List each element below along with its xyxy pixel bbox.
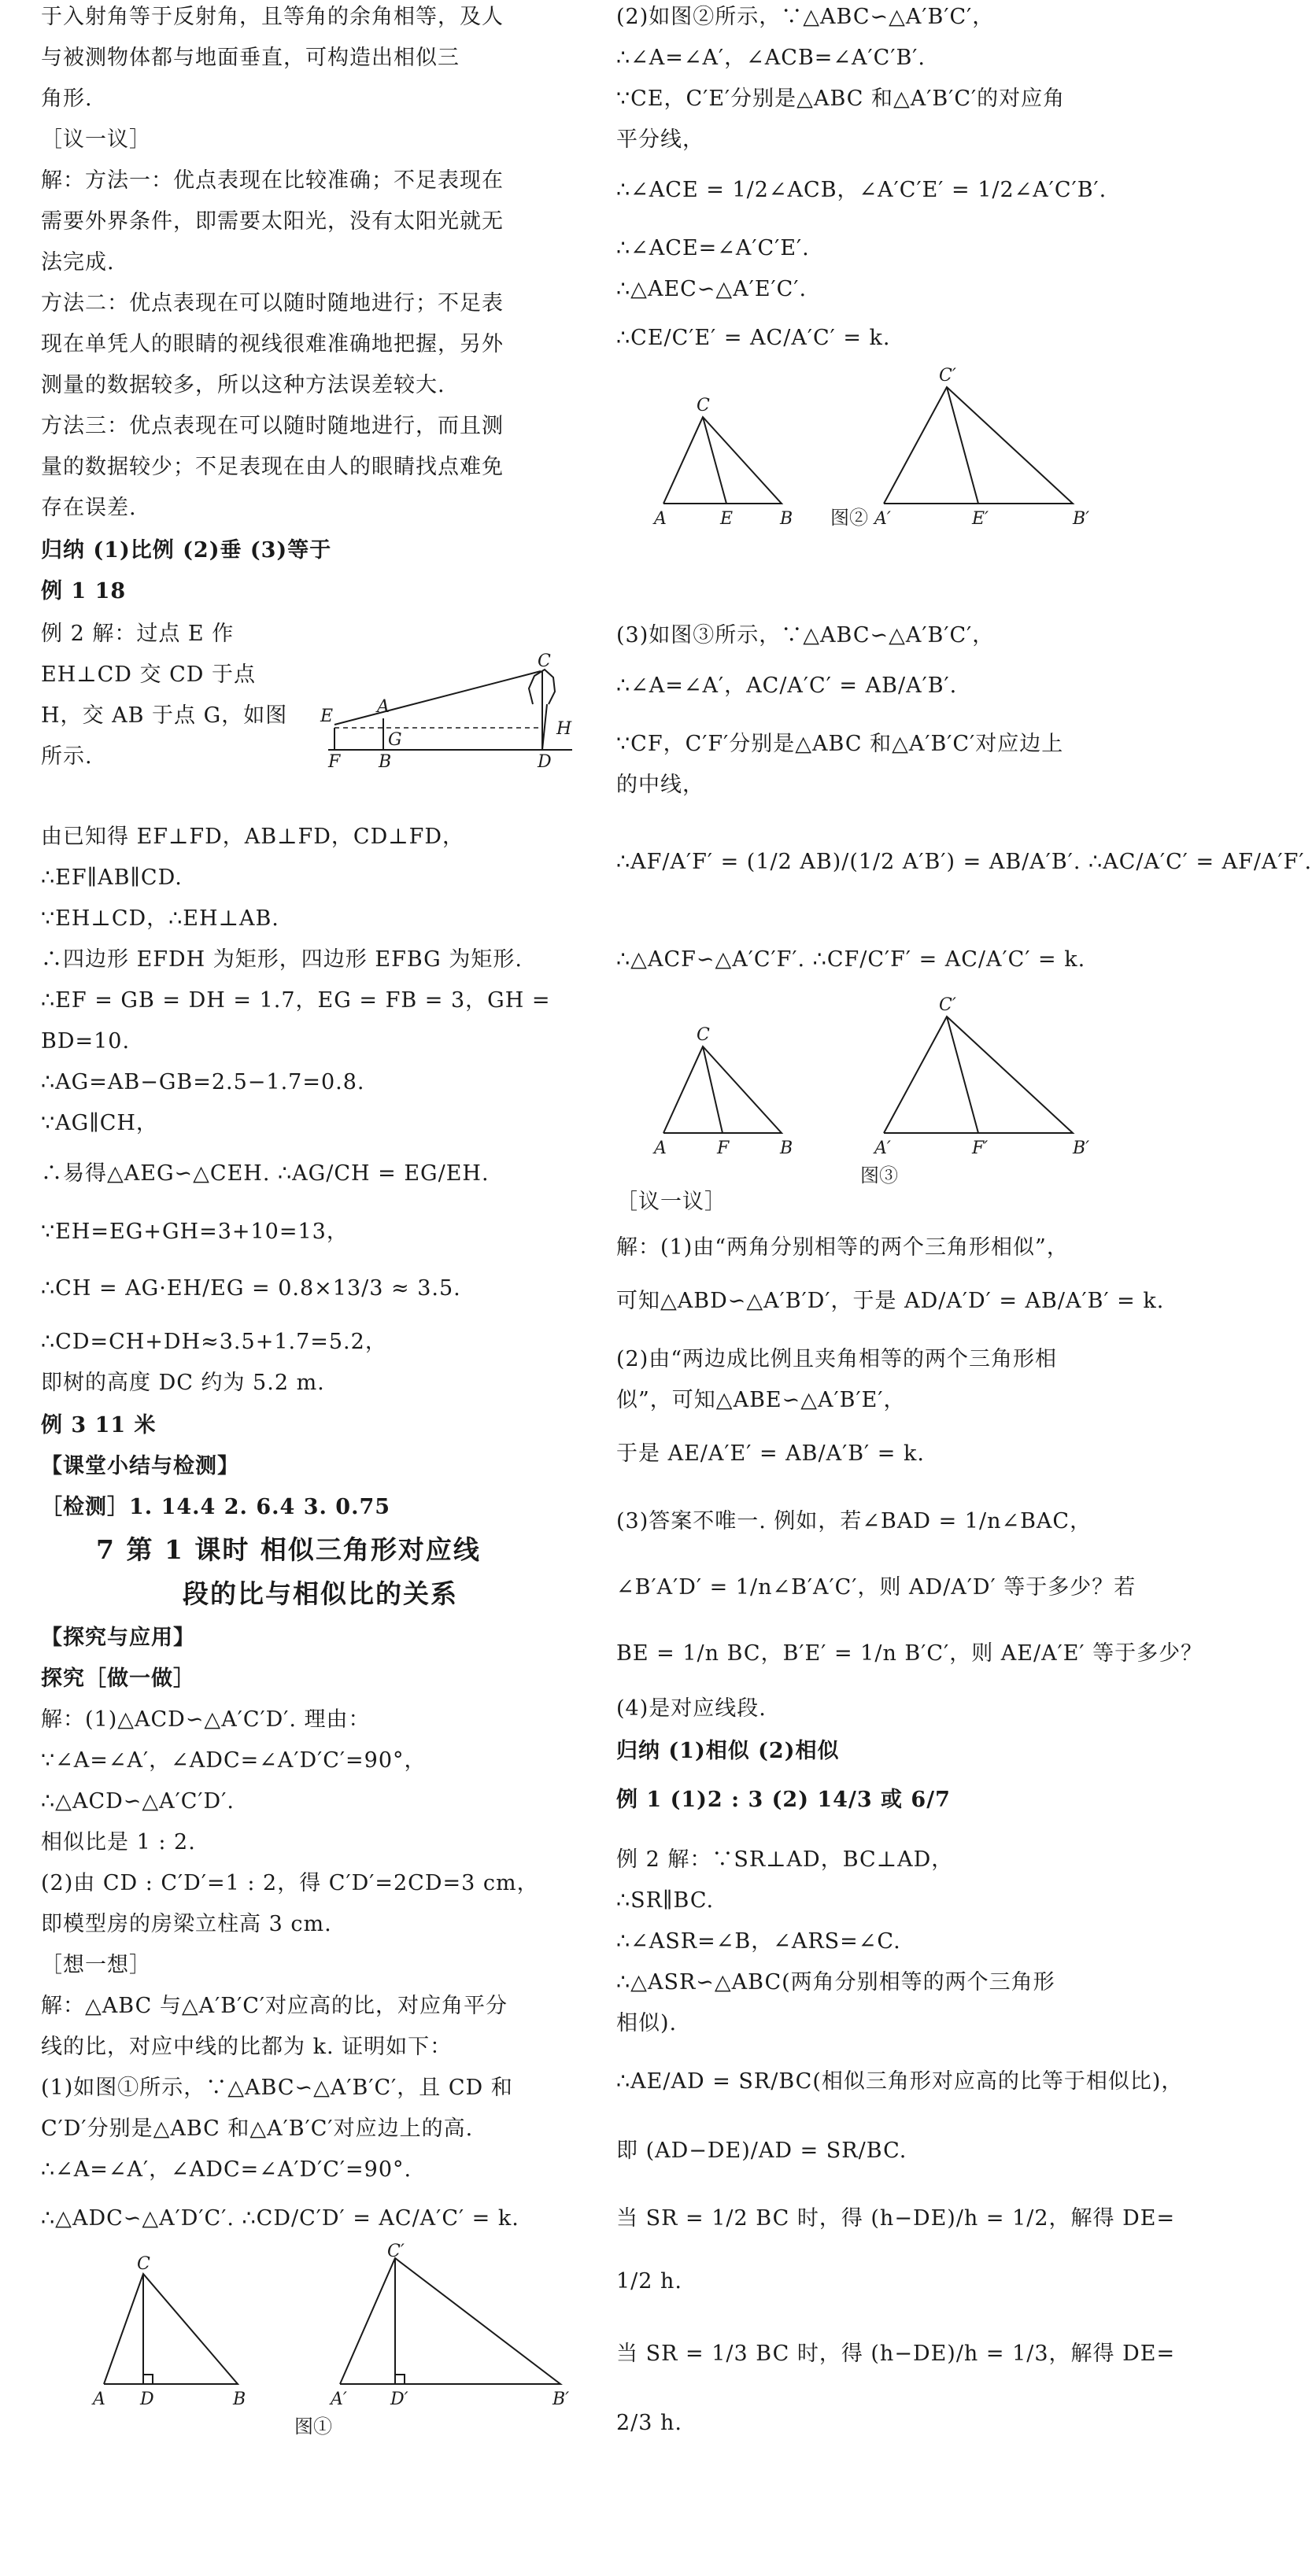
- label-d: D: [140, 2390, 154, 2409]
- label-a-prime: A′: [874, 1139, 891, 1158]
- section-heading: 【课堂小结与检测】: [41, 1454, 239, 1478]
- text-line: (4)是对应线段.: [616, 1696, 767, 1721]
- label-h: H: [556, 719, 572, 739]
- text-line: 似”，可知△ABE∽△A′B′E′，: [616, 1388, 906, 1412]
- text-line: 相似).: [616, 2011, 678, 2035]
- figure-caption: 图①: [294, 2415, 332, 2438]
- text-line: ∴∠A=∠A′，∠ADC=∠A′D′C′=90°.: [41, 2157, 412, 2182]
- text-line: 量的数据较少；不足表现在由人的眼睛找点难免: [41, 455, 504, 479]
- text-line: C′D′分别是△ABC 和△A′B′C′对应边上的高.: [41, 2117, 474, 2141]
- figure-caption: 图③: [860, 1164, 898, 1187]
- text-line: ∴△ASR∽△ABC(两角分别相等的两个三角形: [616, 1970, 1055, 1995]
- text-line: 方法二：优点表现在可以随时随地进行；不足表: [41, 291, 504, 316]
- text-line: ∴△AEC∽△A′E′C′.: [616, 277, 808, 301]
- formula-line: ∴△ADC∽△A′D′C′. ∴CD/C′D′ = AC/A′C′ = k.: [41, 2206, 519, 2231]
- text-line: 存在误差.: [41, 496, 137, 520]
- text-line: (3)如图③所示，∵△ABC∽△A′B′C′，: [616, 623, 995, 648]
- text-line: 由已知得 EF⊥FD，AB⊥FD，CD⊥FD，: [41, 825, 464, 849]
- text-line: 角形.: [41, 87, 93, 111]
- formula-line: ∴AE/AD = SR/BC(相似三角形对应高的比等于相似比)，: [616, 2069, 1184, 2094]
- text-line: 需要外界条件，即需要太阳光，没有太阳光就无: [41, 209, 504, 234]
- text-line: 于入射角等于反射角，且等角的余角相等，及人: [41, 5, 504, 29]
- summary-line: 归纳 (1)比例 (2)垂 (3)等于: [41, 538, 332, 563]
- lesson-title: 7 第 1 课时 相似三角形对应线: [96, 1534, 481, 1565]
- text-line: H，交 AB 于点 G，如图: [41, 703, 288, 728]
- text-line: 解：(1)由“两角分别相等的两个三角形相似”，: [616, 1235, 1069, 1260]
- label-a: A: [654, 1139, 667, 1158]
- text-line: 线的比，对应中线的比都为 k. 证明如下：: [41, 2035, 453, 2059]
- formula-line: 于是 AE/A′E′ = AB/A′B′ = k.: [616, 1441, 925, 1466]
- label-f: F: [717, 1139, 730, 1158]
- formula-line: ∴CH = AG·EH/EG = 0.8×13/3 ≈ 3.5.: [41, 1276, 461, 1301]
- label-c-prime: C′: [939, 366, 956, 386]
- label-b-prime: B′: [1073, 1139, 1090, 1158]
- label-b: B: [780, 509, 793, 529]
- text-line: 的中线，: [616, 773, 704, 797]
- text-line: ∴EF = GB = DH = 1.7，EG = FB = 3，GH =: [41, 988, 551, 1013]
- figure-1: [88, 2242, 570, 2439]
- section-heading: ［议一议］: [41, 127, 151, 152]
- example-heading: 例 1 (1)2 : 3 (2) 14/3 或 6/7: [616, 1788, 951, 1812]
- example-heading: 例 3 11 米: [41, 1413, 157, 1437]
- text-line: 相似比是 1 : 2.: [41, 1830, 196, 1854]
- label-e-prime: E′: [972, 509, 989, 529]
- formula-line: BE = 1/n BC，B′E′ = 1/n B′C′，则 AE/A′E′ 等于多少？: [616, 1641, 1203, 1666]
- formula-line: ∠B′A′D′ = 1/n∠B′A′C′，则 AD/A′D′ 等于多少？若: [616, 1575, 1136, 1600]
- text-line: (2)由“两边成比例且夹角相等的两个三角形相: [616, 1347, 1058, 1371]
- label-b: B: [379, 752, 392, 772]
- formula-line: 当 SR = 1/3 BC 时，得 (h−DE)/h = 1/3，解得 DE=: [616, 2342, 1176, 2366]
- label-g: G: [388, 730, 402, 750]
- text-line: ∴四边形 EFDH 为矩形，四边形 EFBG 为矩形.: [41, 947, 523, 972]
- text-line: ∴∠A=∠A′，∠ACB=∠A′C′B′.: [616, 46, 926, 70]
- figure-caption: 图②: [830, 507, 868, 529]
- formula-line: ∴易得△AEG∽△CEH. ∴AG/CH = EG/EH.: [41, 1161, 490, 1186]
- figure-3: [648, 995, 1136, 1188]
- text-line: ∵AG∥CH，: [41, 1111, 158, 1135]
- label-d-prime: D′: [390, 2390, 408, 2409]
- formula-line: ∴△ACF∽△A′C′F′. ∴CF/C′F′ = AC/A′C′ = k.: [616, 947, 1086, 972]
- example-heading: 例 1 18: [41, 579, 127, 603]
- text-line: 解：△ABC 与△A′B′C′对应高的比，对应角平分: [41, 1994, 508, 2018]
- lesson-subtitle: 段的比与相似比的关系: [183, 1578, 458, 1609]
- label-d: D: [538, 752, 552, 772]
- text-line: (2)如图②所示，∵△ABC∽△A′B′C′，: [616, 5, 995, 29]
- label-a: A: [654, 509, 667, 529]
- label-b: B: [233, 2390, 246, 2409]
- text-line: (1)如图①所示，∵△ABC∽△A′B′C′，且 CD 和: [41, 2076, 513, 2100]
- text-line: ∵CE，C′E′分别是△ABC 和△A′B′C′的对应角: [616, 87, 1066, 111]
- label-b: B: [780, 1139, 793, 1158]
- text-line: 平分线，: [616, 127, 704, 152]
- label-b-prime: B′: [553, 2390, 570, 2409]
- text-line: EH⊥CD 交 CD 于点: [41, 662, 257, 687]
- text-line: 例 2 解：∵SR⊥AD，BC⊥AD，: [616, 1847, 954, 1872]
- text-line: 与被测物体都与地面垂直，可构造出相似三: [41, 46, 460, 70]
- text-line: ∴CD=CH+DH≈3.5+1.7=5.2，: [41, 1330, 387, 1354]
- label-c-prime: C′: [387, 2242, 405, 2261]
- label-b-prime: B′: [1073, 509, 1090, 529]
- text-line: (2)由 CD : C′D′=1 : 2，得 C′D′=2CD=3 cm，: [41, 1871, 539, 1895]
- text-line: 现在单凭人的眼睛的视线很难准确地把握，另外: [41, 332, 504, 356]
- label-f-prime: F′: [972, 1139, 989, 1158]
- label-c: C: [697, 1025, 710, 1045]
- text-line: ∵EH=EG+GH=3+10=13，: [41, 1220, 349, 1244]
- label-a: A: [93, 2390, 105, 2409]
- text-line: BD=10.: [41, 1029, 131, 1054]
- label-c-prime: C′: [939, 995, 956, 1015]
- text-line: ∴AG=AB−GB=2.5−1.7=0.8.: [41, 1070, 365, 1094]
- label-a-prime: A′: [331, 2390, 347, 2409]
- tree-measurement-figure: [320, 651, 580, 772]
- text-line: ∴△ACD∽△A′C′D′.: [41, 1789, 235, 1814]
- text-line: ∴∠ACE=∠A′C′E′.: [616, 236, 810, 260]
- formula-line: ∴CE/C′E′ = AC/A′C′ = k.: [616, 326, 891, 350]
- formula-line: 可知△ABD∽△A′B′D′，于是 AD/A′D′ = AB/A′B′ = k.: [616, 1289, 1165, 1313]
- text-line: 法完成.: [41, 250, 115, 275]
- text-line: ∴∠ASR=∠B，∠ARS=∠C.: [616, 1929, 901, 1954]
- text-line: 即树的高度 DC 约为 5.2 m.: [41, 1371, 325, 1395]
- formula-line: 当 SR = 1/2 BC 时，得 (h−DE)/h = 1/2，解得 DE=: [616, 2206, 1176, 2231]
- section-heading: 【探究与应用】: [41, 1626, 195, 1650]
- label-c: C: [137, 2254, 150, 2274]
- text-line: ∵CF，C′F′分别是△ABC 和△A′B′C′对应边上: [616, 732, 1064, 756]
- formula-line: 1/2 h.: [616, 2269, 683, 2294]
- text-line: 所示.: [41, 744, 93, 769]
- label-c: C: [697, 396, 710, 415]
- text-line: ∴EF∥AB∥CD.: [41, 865, 183, 890]
- formula-line: 2/3 h.: [616, 2411, 683, 2435]
- summary-line: 归纳 (1)相似 (2)相似: [616, 1739, 840, 1763]
- text-line: 例 2 解：过点 E 作: [41, 622, 235, 646]
- formula-line: ∴AF/A′F′ = (1/2 AB)/(1/2 A′B′) = AB/A′B′. ∴AC/A′C′ = AF/A′F′.: [616, 850, 1312, 874]
- section-heading: ［想一想］: [41, 1953, 151, 1977]
- text-line: ∴SR∥BC.: [616, 1888, 715, 1913]
- text-line: 测量的数据较多，所以这种方法误差较大.: [41, 373, 445, 397]
- figure-2: [648, 366, 1136, 551]
- label-f: F: [328, 752, 341, 772]
- text-line: 即模型房的房梁立柱高 3 cm.: [41, 1912, 332, 1936]
- formula-line: 即 (AD−DE)/AD = SR/BC.: [616, 2139, 907, 2163]
- label-e: E: [720, 509, 734, 529]
- text-line: ∵EH⊥CD，∴EH⊥AB.: [41, 906, 279, 931]
- label-a: A: [377, 697, 390, 717]
- text-line: 方法三：优点表现在可以随时随地进行，而且测: [41, 414, 504, 438]
- label-a-prime: A′: [874, 509, 891, 529]
- label-e: E: [320, 707, 334, 726]
- formula-line: ∴∠ACE = 1/2∠ACB，∠A′C′E′ = 1/2∠A′C′B′.: [616, 178, 1107, 202]
- text-line: 解：(1)△ACD∽△A′C′D′. 理由：: [41, 1707, 371, 1732]
- section-heading: 探究［做一做］: [41, 1666, 195, 1691]
- text-line: ∵∠A=∠A′，∠ADC=∠A′D′C′=90°，: [41, 1748, 427, 1773]
- text-line: 解：方法一：优点表现在比较准确；不足表现在: [41, 168, 504, 193]
- section-heading: ［议一议］: [616, 1190, 726, 1214]
- check-answers: ［检测］1. 14.4 2. 6.4 3. 0.75: [41, 1495, 391, 1519]
- formula-line: ∴∠A=∠A′，AC/A′C′ = AB/A′B′.: [616, 674, 958, 698]
- formula-line: (3)答案不唯一. 例如，若∠BAD = 1/n∠BAC，: [616, 1509, 1092, 1533]
- label-c: C: [538, 651, 551, 671]
